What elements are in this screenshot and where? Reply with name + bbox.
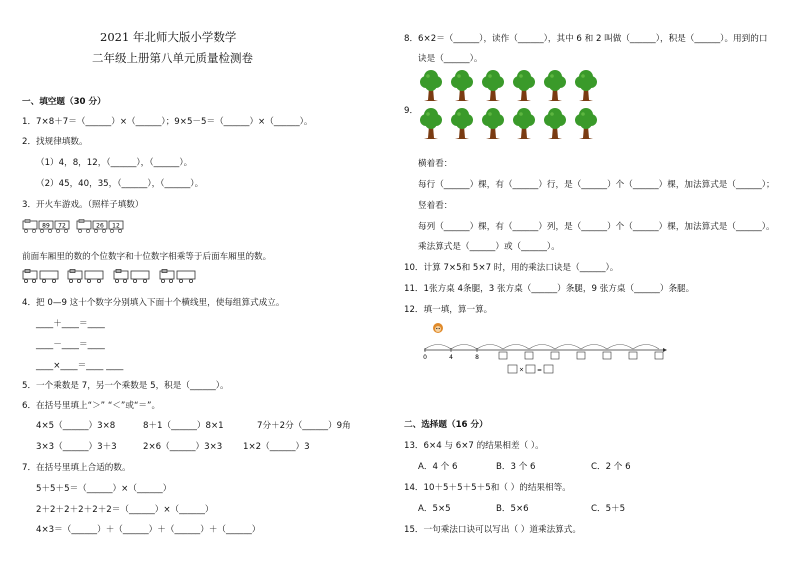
question-7: 7．在括号里填上合适的数。 — [22, 463, 131, 473]
question-9-horizontal-label: 横着看： — [418, 159, 453, 169]
train-blank-icon — [22, 269, 212, 283]
question-15: 15．一句乘法口诀可以写出（ ）道乘法算式。 — [404, 525, 581, 535]
tree-icon — [542, 108, 568, 140]
question-9-horizontal: 每行（______）棵，有（______）行，是（______）个（______）棵，加法算式是（______）； — [418, 180, 775, 190]
train-num-4: 12 — [112, 222, 120, 230]
question-13: 13．6×4 与 6×7 的结果相差（ ）。 — [404, 441, 544, 451]
question-7c: 4×3＝（______）＋（______）＋（______）＋（______） — [36, 525, 261, 535]
svg-text:×: × — [518, 366, 525, 374]
question-6: 6．在括号里填上“＞” “＜”或“＝”。 — [22, 401, 161, 411]
tree-icon — [418, 108, 444, 140]
question-9-vertical-label: 竖着看： — [418, 201, 453, 211]
question-2b: （2）45，40，35，（______），（______）。 — [36, 179, 204, 189]
tree-icon — [480, 70, 506, 102]
title-line-1: 2021 年北师大版小学数学 — [100, 30, 237, 44]
tree-row — [418, 108, 599, 140]
option: C．2 个 6 — [591, 462, 631, 472]
question-3-note: 前面车厢里的数的个位数字和十位数字相乘等于后面车厢里的数。 — [22, 252, 272, 262]
question-2a: （1）4，8，12，（______），（______）。 — [36, 158, 193, 168]
option: A．4 个 6 — [418, 462, 458, 472]
tree-icon — [511, 108, 537, 140]
question-3: 3．开火车游戏。（照样子填数） — [22, 200, 144, 210]
tree-icon — [449, 108, 475, 140]
tree-icon — [573, 70, 599, 102]
section-2-heading: 二、选择题（16 分） — [404, 420, 488, 430]
question-9-vertical: 每列（______）棵，有（______）列，是（______）个（______）棵，加法算式是（______）。 — [418, 222, 775, 232]
question-4c: ____×____＝____ ____ — [36, 361, 124, 371]
question-6-item: 1×2（______）3 — [243, 442, 310, 452]
question-6-item: 2×6（______）3×3 — [143, 442, 223, 452]
tree-icon — [480, 108, 506, 140]
question-7a: 5＋5＋5＝（______）×（______） — [36, 484, 172, 494]
section-1-heading: 一、填空题（30 分） — [22, 97, 106, 107]
option: C．5＋5 — [591, 504, 626, 514]
title-line-2: 二年级上册第八单元质量检测卷 — [92, 51, 253, 65]
monkey-icon — [433, 323, 443, 333]
tick-label: 4 — [449, 354, 453, 361]
question-4b: ____－____＝____ — [36, 340, 105, 350]
question-6-item: 4×5（______）3×8 — [36, 421, 116, 431]
question-14: 14．10＋5＋5＋5＋5和（ ）的结果相等。 — [404, 483, 571, 493]
question-7b: 2＋2＋2＋2＋2＋2＝（______）×（______） — [36, 505, 214, 515]
train-example — [22, 219, 126, 233]
tick-label: 8 — [475, 354, 479, 361]
tick-label: 0 — [423, 354, 427, 361]
tree-icon — [511, 70, 537, 102]
tree-icon — [449, 70, 475, 102]
option: B．5×6 — [496, 504, 529, 514]
question-9-multiplication: 乘法算式是（______）或（______）。 — [418, 242, 560, 252]
train-blank — [22, 269, 212, 283]
question-2: 2．找规律填数。 — [22, 137, 88, 147]
train-num-2: 72 — [58, 222, 66, 230]
option: B．3 个 6 — [496, 462, 536, 472]
number-line-diagram — [418, 318, 668, 378]
option: A．5×5 — [418, 504, 451, 514]
train-car-left-icon — [22, 219, 72, 233]
svg-text:=: = — [536, 366, 543, 374]
question-6-item: 3×3（______）3＋3 — [36, 442, 117, 452]
question-5: 5．一个乘数是 7，另一个乘数是 5，积是（______）。 — [22, 381, 229, 391]
question-8-line-1: 8．6×2＝（______），读作（______），其中 6 和 2 叫做（______），积是（______）。用到的口 — [404, 34, 768, 44]
question-1: 1．7×8＋7＝（______）×（______）；9×5－5＝（______）×（______）。 — [22, 117, 313, 127]
question-4: 4．把 0—9 这十个数字分别填入下面十个横线里，使每组算式成立。 — [22, 298, 285, 308]
tree-icon — [573, 108, 599, 140]
train-car-right-icon — [76, 219, 126, 233]
tree-icon — [418, 70, 444, 102]
question-12: 12．填一填，算一算。 — [404, 305, 493, 315]
question-9: 9． — [404, 106, 419, 116]
train-num-1: 89 — [42, 222, 50, 230]
question-11: 11．1张方桌 4条腿，3 张方桌（______）条腿，9 张方桌（______）条腿。 — [404, 284, 695, 294]
question-10: 10．计算 7×5和 5×7 时，用的乘法口诀是（______）。 — [404, 263, 619, 273]
question-4a: ____＋____＝____ — [36, 319, 105, 329]
train-num-3: 26 — [96, 222, 104, 230]
tree-icon — [542, 70, 568, 102]
question-8-line-2: 诀是（______）。 — [418, 54, 483, 64]
question-6-item: 7分＋2分（______）9角 — [257, 421, 351, 431]
tree-row — [418, 70, 599, 102]
question-6-item: 8＋1（______）8×1 — [143, 421, 224, 431]
